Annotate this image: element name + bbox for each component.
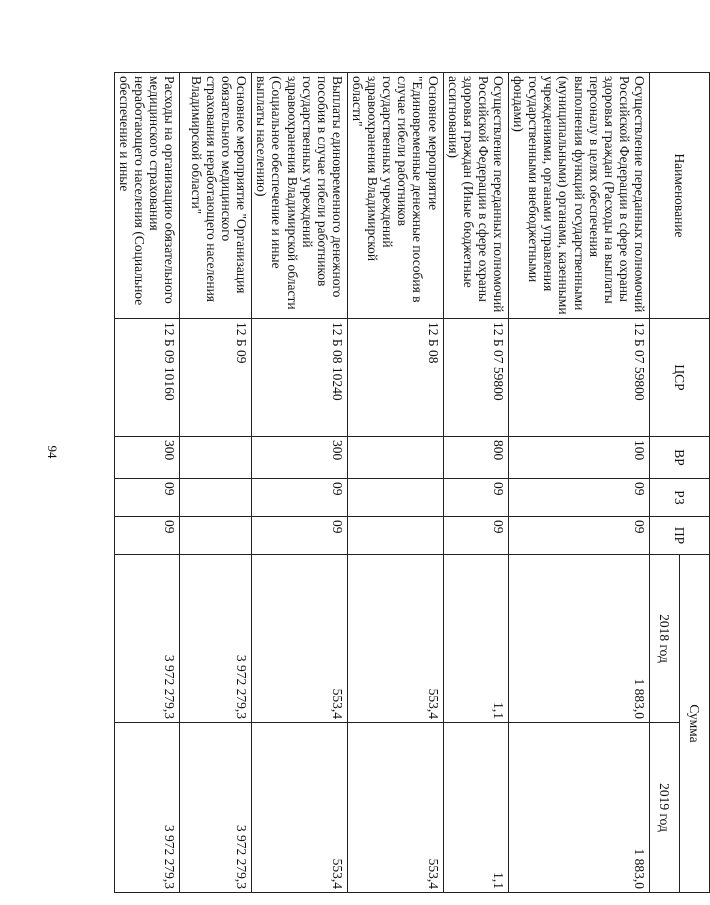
row-pr (180, 517, 252, 555)
header-2019: 2019 год (650, 723, 680, 893)
row-pr (347, 517, 443, 555)
row-name: Основное мероприятие "Организация обязательного медицинского страхования неработающего населения Владимирской области" (180, 73, 252, 319)
row-csr: 12 Б 08 (347, 319, 443, 437)
row-pr: 09 (252, 517, 348, 555)
header-2018: 2018 год (650, 555, 680, 723)
row-2019: 1 883,0 (509, 723, 650, 893)
table-row (114, 73, 179, 893)
row-rz (180, 479, 252, 517)
row-csr: 12 Б 09 10160 (114, 319, 179, 437)
row-2018: 3 972 279,3 (180, 555, 252, 723)
rotated-table-container (116, 72, 710, 892)
row-vr: 300 (252, 437, 348, 479)
row-vr: 100 (509, 437, 650, 479)
table-row (180, 73, 252, 893)
row-2018: 553,4 (347, 555, 443, 723)
header-rz: РЗ (650, 479, 710, 517)
header-name: Наименование (650, 73, 710, 319)
table-row (443, 73, 508, 893)
row-pr: 09 (443, 517, 508, 555)
row-csr: 12 Б 09 (180, 319, 252, 437)
row-csr: 12 Б 08 10240 (252, 319, 348, 437)
row-csr: 12 Б 07 59800 (443, 319, 508, 437)
table-row (509, 73, 650, 893)
row-pr: 09 (114, 517, 179, 555)
row-name: Основное мероприятие "Единовременные денежные пособия в случае гибели работников государственных учреждений здравоохранения Владимирской области" (347, 73, 443, 319)
row-vr: 800 (443, 437, 508, 479)
row-name: Расходы на организацию обязательного медицинского страхования неработающего населения (Социальное обеспечение и иные (114, 73, 179, 319)
budget-table (114, 72, 710, 893)
row-vr: 300 (114, 437, 179, 479)
header-vr: ВР (650, 437, 710, 479)
header-sum: Сумма (680, 555, 710, 893)
row-vr (347, 437, 443, 479)
page-number: 94 (45, 445, 60, 459)
row-2019: 553,4 (252, 723, 348, 893)
row-2019: 1,1 (443, 723, 508, 893)
row-rz: 09 (252, 479, 348, 517)
row-2018: 553,4 (252, 555, 348, 723)
row-2018: 1 883,0 (509, 555, 650, 723)
row-csr: 12 Б 07 59800 (509, 319, 650, 437)
table-row (347, 73, 443, 893)
row-name: Выплаты единовременного денежного пособия в случае гибели работников государственных учреждений здравоохранения Владимирской области (Социальное обеспечение и иные выплаты населению) (252, 73, 348, 319)
row-2019: 3 972 279,3 (180, 723, 252, 893)
row-2018: 3 972 279,3 (114, 555, 179, 723)
row-name: Осуществление переданных полномочий Российской Федерации в сфере охраны здоровья граждан (Расходы на выплаты персоналу в целях обеспечения выполнения функций государственными (муниципальными) органами, казенными учреждениями, органами управления государственными внебюджетными фондами) (509, 73, 650, 319)
row-pr: 09 (509, 517, 650, 555)
row-rz: 09 (114, 479, 179, 517)
row-2018: 1,1 (443, 555, 508, 723)
row-name: Осуществление переданных полномочий Российской Федерации в сфере охраны здоровья граждан (Иные бюджетные ассигнования) (443, 73, 508, 319)
row-vr (180, 437, 252, 479)
row-rz (347, 479, 443, 517)
table-row (252, 73, 348, 893)
row-rz: 09 (443, 479, 508, 517)
header-csr: ЦСР (650, 319, 710, 437)
row-2019: 553,4 (347, 723, 443, 893)
header-pr: ПР (650, 517, 710, 555)
row-2019: 3 972 279,3 (114, 723, 179, 893)
row-rz: 09 (509, 479, 650, 517)
